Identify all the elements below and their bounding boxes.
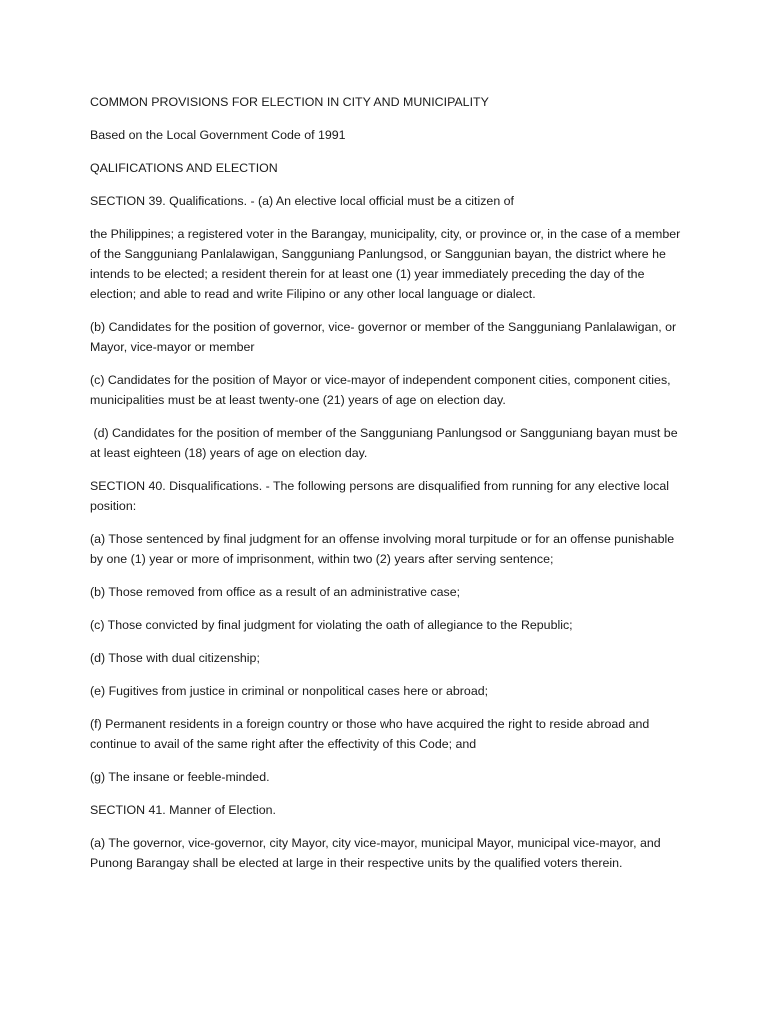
list-item: (e) Fugitives from justice in criminal or nonpolitical cases here or abroad; xyxy=(90,684,489,698)
document-body xyxy=(90,92,690,886)
list-item: (d) Those with dual citizenship; xyxy=(90,651,260,665)
paragraph: (b) Candidates for the position of governor, vice- governor or member of the Sangguniang Panlalawigan, or Mayor, vice-mayor or member xyxy=(90,320,680,354)
section-40-heading: SECTION 40. Disqualifications. - The following persons are disqualified from running for any elective local position: xyxy=(90,479,673,513)
list-item: (g) The insane or feeble-minded. xyxy=(90,770,270,784)
paragraph: (a) The governor, vice-governor, city Mayor, city vice-mayor, municipal Mayor, municipal vice-mayor, and Punong Barangay shall be elected at large in their respective units by the qualified voters therein. xyxy=(90,836,665,870)
list-item: (c) Those convicted by final judgment for violating the oath of allegiance to the Republic; xyxy=(90,618,573,632)
paragraph: (c) Candidates for the position of Mayor or vice-mayor of independent component cities, component cities, municipalities must be at least twenty-one (21) years of age on election day. xyxy=(90,373,675,407)
list-item: (b) Those removed from office as a result of an administrative case; xyxy=(90,585,461,599)
section-41-heading: SECTION 41. Manner of Election. xyxy=(90,803,276,817)
list-item: (a) Those sentenced by final judgment for an offense involving moral turpitude or for an offense punishable by one (1) year or more of imprisonment, within two (2) years after serving sentence; xyxy=(90,532,678,566)
paragraph: the Philippines; a registered voter in the Barangay, municipality, city, or province or, in the case of a member of the Sangguniang Panlalawigan, Sangguniang Panlungsod, or Sanggunian bayan, the district where he intends to be elected; a resident therein for at least one (1) year immediately preceding the day of the election; and able to read and write Filipino or any other local language or dialect. xyxy=(90,227,684,301)
document-subtitle: Based on the Local Government Code of 1991 xyxy=(90,128,346,142)
document-title: COMMON PROVISIONS FOR ELECTION IN CITY AND MUNICIPALITY xyxy=(90,95,489,109)
paragraph: (d) Candidates for the position of member of the Sangguniang Panlungsod or Sangguniang bayan must be at least eighteen (18) years of age on election day. xyxy=(90,426,682,460)
section-heading: QALIFICATIONS AND ELECTION xyxy=(90,161,278,175)
list-item: (f) Permanent residents in a foreign country or those who have acquired the right to reside abroad and continue to avail of the same right after the effectivity of this Code; and xyxy=(90,717,653,751)
section-39-heading: SECTION 39. Qualifications. - (a) An elective local official must be a citizen of xyxy=(90,194,514,208)
